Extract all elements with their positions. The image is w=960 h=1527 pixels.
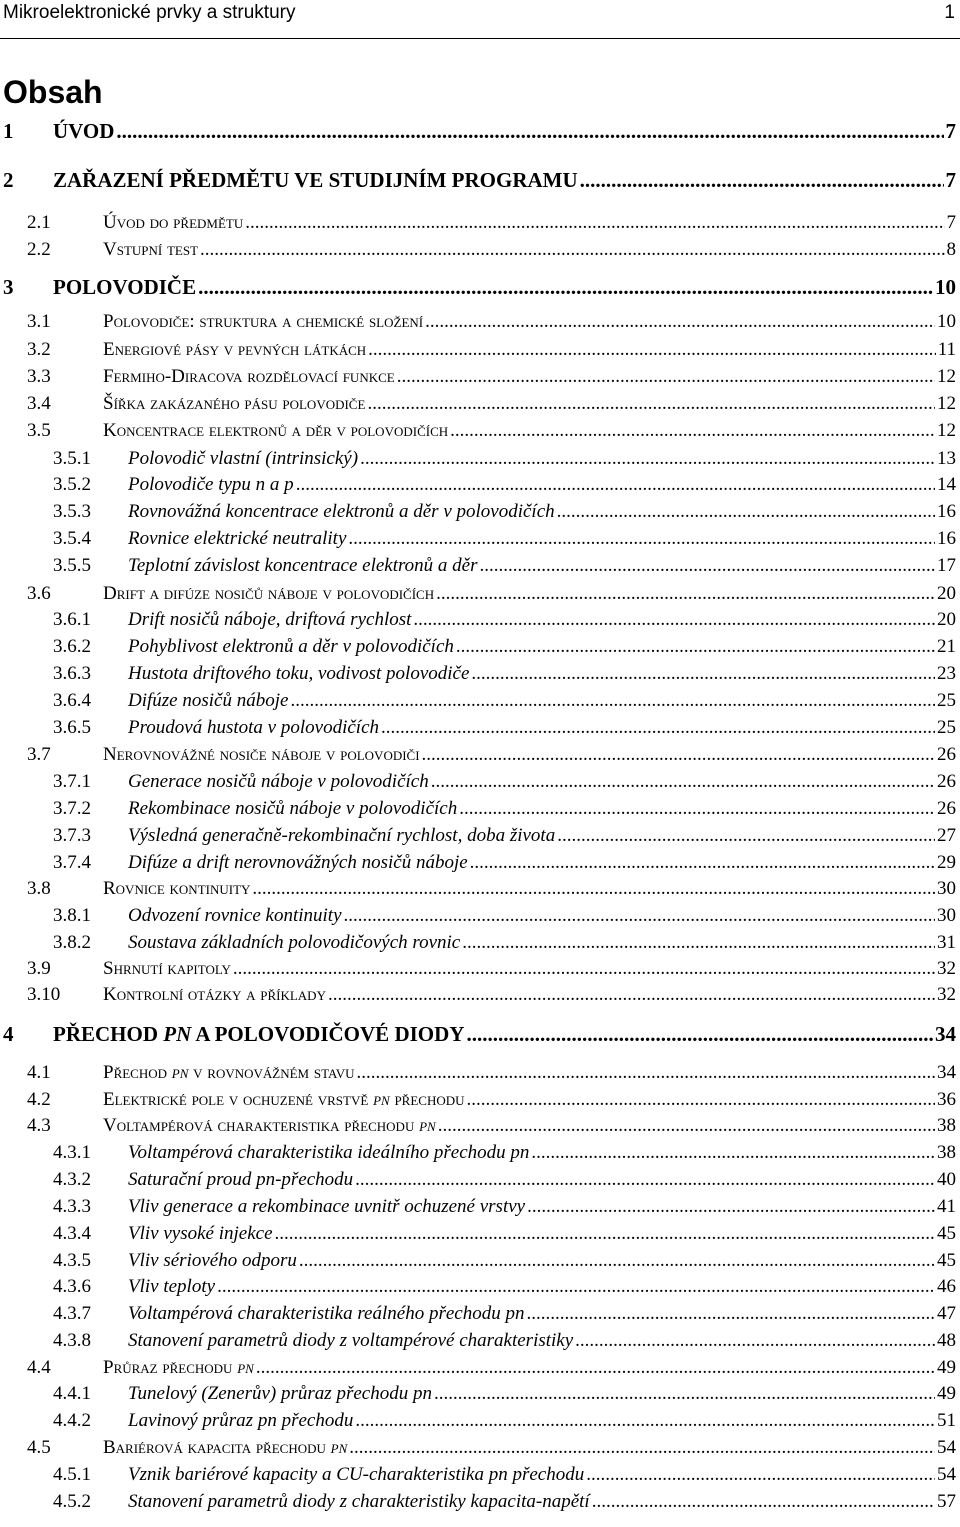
toc-entry-page: 41 <box>937 1196 956 1217</box>
toc-dot-leader <box>467 1088 935 1112</box>
toc-dot-leader <box>198 275 933 299</box>
toc-entry-title: Voltampérová charakteristika ideálního přechodu pn <box>128 1142 530 1163</box>
toc-entry-page: 47 <box>937 1303 956 1324</box>
toc-entry[interactable] <box>0 554 960 578</box>
toc-entry-number: 3.4 <box>27 393 51 414</box>
toc-entry-title: Šířka zakázaného pásu polovodiče <box>103 393 366 414</box>
toc-entry[interactable] <box>0 877 960 901</box>
toc-entry-number: 4.3.3 <box>53 1196 91 1217</box>
toc-entry-number: 3.7.3 <box>53 825 91 846</box>
toc-dot-leader <box>200 238 944 262</box>
toc-entry-number: 4 <box>3 1022 14 1046</box>
toc-entry-title: Odvození rovnice kontinuity <box>128 905 342 926</box>
toc-entry-page: 38 <box>937 1142 956 1163</box>
toc-entry-page: 32 <box>937 958 956 979</box>
toc-entry-title: Saturační proud pn-přechodu <box>128 1169 354 1190</box>
toc-entry-page: 23 <box>937 663 956 684</box>
toc-entry[interactable] <box>0 338 960 362</box>
toc-entry-title: PŘECHOD PN A POLOVODIČOVÉ DIODY <box>53 1022 465 1046</box>
toc-entry[interactable] <box>0 365 960 389</box>
toc-entry-page: 12 <box>937 366 956 387</box>
toc-entry-number: 3.6.4 <box>53 690 91 711</box>
toc-entry-number: 4.3.6 <box>53 1276 91 1297</box>
toc-entry-title: Pohyblivost elektronů a děr v polovodičích <box>128 636 454 657</box>
toc-entry-title: Přechod pn v rovnovážném stavu <box>103 1062 355 1083</box>
toc-entry-page: 8 <box>946 239 956 260</box>
document-title: Mikroelektronické prvky a struktury <box>3 2 296 23</box>
toc-entry-page: 29 <box>937 852 956 873</box>
toc-entry[interactable] <box>0 473 960 497</box>
toc-dot-leader <box>348 527 935 551</box>
toc-entry-page: 20 <box>937 609 956 630</box>
toc-entry-number: 3.5.3 <box>53 501 91 522</box>
toc-entry[interactable] <box>0 1463 960 1487</box>
toc-entry-title: Vliv sériového odporu <box>128 1250 297 1271</box>
toc-dot-leader <box>368 338 936 362</box>
toc-dot-leader <box>328 983 935 1007</box>
toc-entry-number: 3.6.2 <box>53 636 91 657</box>
toc-entry-number: 4.3.5 <box>53 1250 91 1271</box>
toc-dot-leader <box>367 392 935 416</box>
toc-entry-title: Lavinový průraz pn přechodu <box>128 1410 354 1431</box>
toc-dot-leader <box>356 1061 935 1085</box>
toc-entry[interactable] <box>0 119 960 143</box>
toc-entry[interactable] <box>0 1490 960 1514</box>
toc-entry-number: 3.5.5 <box>53 555 91 576</box>
toc-entry[interactable] <box>0 211 960 235</box>
toc-entry[interactable] <box>0 1168 960 1192</box>
toc-entry-number: 3.6.3 <box>53 663 91 684</box>
toc-entry-title: Výsledná generačně-rekombinační rychlost, doba života <box>128 825 556 846</box>
toc-entry[interactable] <box>0 1356 960 1380</box>
toc-entry-page: 31 <box>937 932 956 953</box>
toc-dot-leader <box>355 1409 935 1433</box>
toc-entry-page: 11 <box>937 339 956 360</box>
toc-entry-page: 49 <box>937 1383 956 1404</box>
toc-entry-title: Rekombinace nosičů náboje v polovodičích <box>128 798 458 819</box>
toc-entry-page: 7 <box>945 119 956 143</box>
toc-entry-number: 4.4.1 <box>53 1383 91 1404</box>
toc-entry[interactable] <box>0 608 960 632</box>
toc-entry[interactable] <box>0 983 960 1007</box>
toc-entry-title: Rovnovážná koncentrace elektronů a děr v polovodičích <box>128 501 555 522</box>
toc-entry-title: Elektrické pole v ochuzené vrstvě pn přechodu <box>103 1089 465 1110</box>
toc-entry-number: 4.1 <box>27 1062 51 1083</box>
toc-entry[interactable] <box>0 1302 960 1326</box>
toc-entry-title: Stanovení parametrů diody z charakteristiky kapacita-napětí <box>128 1491 590 1512</box>
toc-entry-title: Teplotní závislost koncentrace elektronů a děr <box>128 555 478 576</box>
toc-entry[interactable] <box>0 797 960 821</box>
toc-entry[interactable] <box>0 275 960 299</box>
toc-entry-title: Drift nosičů náboje, driftová rychlost <box>128 609 412 630</box>
toc-entry-number: 3.5 <box>27 420 51 441</box>
toc-dot-leader <box>425 310 935 334</box>
toc-entry-page: 14 <box>937 474 956 495</box>
toc-dot-leader <box>299 1249 935 1273</box>
toc-entry-page: 34 <box>935 1022 956 1046</box>
toc-entry-number: 3.7 <box>27 744 51 765</box>
toc-entry-number: 1 <box>3 119 14 143</box>
toc-entry-page: 16 <box>937 528 956 549</box>
toc-dot-leader <box>527 1195 935 1219</box>
toc-dot-leader <box>431 770 935 794</box>
toc-entry-title: Fermiho-Diracova rozdělovací funkce <box>103 366 395 387</box>
toc-dot-leader <box>575 1329 935 1353</box>
toc-entry-number: 3.7.1 <box>53 771 91 792</box>
toc-entry-title: Koncentrace elektronů a děr v polovodičích <box>103 420 449 441</box>
toc-dot-leader <box>360 447 935 471</box>
toc-entry-page: 38 <box>937 1115 956 1136</box>
toc-dot-leader <box>459 797 935 821</box>
toc-dot-leader <box>466 1022 933 1046</box>
toc-entry[interactable] <box>0 904 960 928</box>
toc-dot-leader <box>233 957 935 981</box>
toc-entry-page: 7 <box>945 168 956 192</box>
toc-entry-number: 3.6.1 <box>53 609 91 630</box>
toc-entry-page: 7 <box>946 212 956 233</box>
toc-entry[interactable] <box>0 582 960 606</box>
toc-entry[interactable] <box>0 635 960 659</box>
toc-entry-title: Voltampérová charakteristika reálného přechodu pn <box>128 1303 525 1324</box>
toc-entry-title: Proudová hustota v polovodičích <box>128 717 379 738</box>
toc-entry-page: 49 <box>937 1357 956 1378</box>
toc-entry[interactable] <box>0 310 960 334</box>
toc-dot-leader <box>349 1436 935 1460</box>
toc-entry-page: 10 <box>935 275 956 299</box>
toc-entry-number: 3.6.5 <box>53 717 91 738</box>
toc-entry-title: Difúze nosičů náboje <box>128 690 289 711</box>
toc-entry-page: 26 <box>937 744 956 765</box>
toc-dot-leader <box>296 473 935 497</box>
toc-entry-number: 4.3.7 <box>53 1303 91 1324</box>
toc-entry-title: Hustota driftového toku, vodivost polovodiče <box>128 663 470 684</box>
toc-entry-number: 4.3.1 <box>53 1142 91 1163</box>
toc-entry[interactable] <box>0 743 960 767</box>
toc-entry-title: Energiové pásy v pevných látkách <box>103 339 367 360</box>
toc-entry-title: Difúze a drift nerovnovážných nosičů náboje <box>128 852 468 873</box>
toc-entry-title: Bariérová kapacita přechodu pn <box>103 1437 348 1458</box>
toc-entry[interactable] <box>0 527 960 551</box>
toc-entry[interactable] <box>0 931 960 955</box>
toc-entry[interactable] <box>0 238 960 262</box>
toc-entry-page: 54 <box>937 1464 956 1485</box>
toc-entry-page: 34 <box>937 1062 956 1083</box>
toc-entry-number: 4.3.8 <box>53 1330 91 1351</box>
toc-entry-title: Polovodiče: struktura a chemické složení <box>103 311 424 332</box>
toc-entry-number: 3.5.1 <box>53 448 91 469</box>
toc-dot-leader <box>116 119 943 143</box>
toc-dot-leader <box>438 1114 935 1138</box>
toc-entry[interactable] <box>0 392 960 416</box>
toc-entry-number: 3.8.1 <box>53 905 91 926</box>
toc-entry-page: 45 <box>937 1250 956 1271</box>
toc-entry-page: 25 <box>937 690 956 711</box>
toc-entry-page: 46 <box>937 1276 956 1297</box>
toc-entry-title: Kontrolní otázky a příklady <box>103 984 326 1005</box>
toc-dot-leader <box>580 168 944 192</box>
toc-dot-leader <box>434 1382 935 1406</box>
toc-entry[interactable] <box>0 447 960 471</box>
toc-entry-number: 4.5.1 <box>53 1464 91 1485</box>
toc-entry-title: Rovnice kontinuity <box>103 878 251 899</box>
toc-dot-leader <box>413 608 935 632</box>
toc-entry-page: 21 <box>937 636 956 657</box>
toc-entry-number: 2.1 <box>27 212 51 233</box>
toc-dot-leader <box>355 1168 935 1192</box>
toc-entry-number: 3.7.4 <box>53 852 91 873</box>
toc-entry-title: Vznik bariérové kapacity a CU-charakteristika pn přechodu <box>128 1464 585 1485</box>
toc-entry-page: 20 <box>937 583 956 604</box>
toc-entry-number: 4.3.4 <box>53 1223 91 1244</box>
toc-entry-page: 30 <box>937 878 956 899</box>
toc-entry[interactable] <box>0 1329 960 1353</box>
toc-entry-number: 2.2 <box>27 239 51 260</box>
toc-dot-leader <box>526 1302 935 1326</box>
toc-entry[interactable] <box>0 851 960 875</box>
toc-entry-number: 4.5 <box>27 1437 51 1458</box>
toc-entry-title: Průraz přechodu pn <box>103 1357 254 1378</box>
toc-entry-title: Vliv teploty <box>128 1276 216 1297</box>
toc-entry-number: 2 <box>3 168 14 192</box>
toc-entry-page: 54 <box>937 1437 956 1458</box>
toc-entry-number: 3.6 <box>27 583 51 604</box>
toc-entry[interactable] <box>0 1436 960 1460</box>
toc-entry[interactable] <box>0 716 960 740</box>
toc-entry[interactable] <box>0 957 960 981</box>
toc-entry-title: Voltampérová charakteristika přechodu pn <box>103 1115 436 1136</box>
toc-entry[interactable] <box>0 419 960 443</box>
toc-entry-page: 12 <box>937 420 956 441</box>
toc-dot-leader <box>245 211 944 235</box>
toc-entry-page: 25 <box>937 717 956 738</box>
toc-entry[interactable] <box>0 1061 960 1085</box>
toc-entry[interactable] <box>0 1222 960 1246</box>
toc-dot-leader <box>531 1141 935 1165</box>
toc-entry[interactable] <box>0 662 960 686</box>
toc-dot-leader <box>397 365 935 389</box>
toc-dot-leader <box>471 662 935 686</box>
toc-entry-number: 4.4.2 <box>53 1410 91 1431</box>
toc-dot-leader <box>256 1356 935 1380</box>
toc-entry-number: 3.5.2 <box>53 474 91 495</box>
toc-entry[interactable] <box>0 770 960 794</box>
toc-entry-number: 4.3 <box>27 1115 51 1136</box>
toc-entry-number: 3.5.4 <box>53 528 91 549</box>
toc-entry-page: 57 <box>937 1491 956 1512</box>
toc-entry[interactable] <box>0 1195 960 1219</box>
toc-entry-page: 45 <box>937 1223 956 1244</box>
toc-dot-leader <box>470 851 935 875</box>
toc-entry[interactable] <box>0 500 960 524</box>
toc-dot-leader <box>252 877 935 901</box>
toc-entry-title: Polovodič vlastní (intrinsický) <box>128 448 359 469</box>
toc-entry-page: 26 <box>937 771 956 792</box>
toc-entry-number: 3.7.2 <box>53 798 91 819</box>
toc-entry-number: 3.9 <box>27 958 51 979</box>
toc-entry-page: 36 <box>937 1089 956 1110</box>
toc-entry-page: 16 <box>937 501 956 522</box>
toc-entry-title: ÚVOD <box>53 119 115 143</box>
toc-entry-page: 30 <box>937 905 956 926</box>
toc-entry[interactable] <box>0 1114 960 1138</box>
toc-dot-leader <box>436 582 935 606</box>
toc-entry-page: 12 <box>937 393 956 414</box>
toc-dot-leader <box>557 824 935 848</box>
toc-entry-page: 10 <box>937 311 956 332</box>
toc-entry-page: 51 <box>937 1410 956 1431</box>
toc-entry[interactable] <box>0 168 960 192</box>
toc-entry-title: Rovnice elektrické neutrality <box>128 528 347 549</box>
toc-entry-page: 40 <box>937 1169 956 1190</box>
toc-dot-leader <box>592 1490 935 1514</box>
toc-dot-leader <box>344 904 935 928</box>
toc-entry-title: Nerovnovážné nosiče náboje v polovodiči <box>103 744 420 765</box>
toc-entry-title: Stanovení parametrů diody z voltampérové charakteristiky <box>128 1330 574 1351</box>
toc-dot-leader <box>462 931 935 955</box>
toc-entry-title: Drift a difúze nosičů náboje v polovodičích <box>103 583 435 604</box>
toc-entry[interactable] <box>0 1409 960 1433</box>
toc-entry-number: 3.10 <box>27 984 61 1005</box>
toc-entry[interactable] <box>0 824 960 848</box>
toc-entry-title: Tunelový (Zenerův) průraz přechodu pn <box>128 1383 432 1404</box>
toc-entry[interactable] <box>0 1141 960 1165</box>
toc-entry[interactable] <box>0 1275 960 1299</box>
toc-heading: Obsah <box>3 74 103 110</box>
toc-entry-title: Vstupní test <box>103 239 199 260</box>
toc-dot-leader <box>422 743 935 767</box>
toc-entry-title: Shrnutí kapitoly <box>103 958 231 979</box>
toc-entry-number: 4.5.2 <box>53 1491 91 1512</box>
toc-dot-leader <box>275 1222 935 1246</box>
toc-entry-number: 3 <box>3 275 14 299</box>
toc-entry-title: Vliv vysoké injekce <box>128 1223 273 1244</box>
page-number: 1 <box>944 2 955 23</box>
toc-entry-number: 3.8.2 <box>53 932 91 953</box>
toc-entry-number: 4.3.2 <box>53 1169 91 1190</box>
toc-dot-leader <box>480 554 935 578</box>
toc-entry-number: 3.3 <box>27 366 51 387</box>
toc-entry-title: POLOVODIČE <box>53 275 197 299</box>
toc-entry-title: ZAŘAZENÍ PŘEDMĚTU VE STUDIJNÍM PROGRAMU <box>53 168 578 192</box>
toc-entry[interactable] <box>0 1022 960 1046</box>
toc-entry-title: Úvod do předmětu <box>103 212 244 233</box>
toc-dot-leader <box>450 419 935 443</box>
toc-entry-number: 3.2 <box>27 339 51 360</box>
toc-dot-leader <box>586 1463 935 1487</box>
toc-entry-title: Soustava základních polovodičových rovnic <box>128 932 461 953</box>
toc-entry-page: 32 <box>937 984 956 1005</box>
toc-entry-number: 3.1 <box>27 311 51 332</box>
toc-entry-page: 26 <box>937 798 956 819</box>
toc-dot-leader <box>456 635 935 659</box>
toc-entry-number: 4.2 <box>27 1089 51 1110</box>
toc-entry[interactable] <box>0 1249 960 1273</box>
toc-entry-page: 13 <box>937 448 956 469</box>
toc-dot-leader <box>557 500 935 524</box>
toc-entry-page: 27 <box>937 825 956 846</box>
toc-entry[interactable] <box>0 1382 960 1406</box>
toc-entry-title: Generace nosičů náboje v polovodičích <box>128 771 429 792</box>
toc-entry-page: 17 <box>937 555 956 576</box>
toc-entry-number: 3.8 <box>27 878 51 899</box>
toc-entry-page: 48 <box>937 1330 956 1351</box>
toc-entry[interactable] <box>0 1088 960 1112</box>
toc-dot-leader <box>290 689 935 713</box>
toc-entry-title: Vliv generace a rekombinace uvnitř ochuzené vrstvy <box>128 1196 526 1217</box>
toc-entry-title: Polovodiče typu n a p <box>128 474 294 495</box>
toc-entry-number: 4.4 <box>27 1357 51 1378</box>
toc-entry[interactable] <box>0 689 960 713</box>
toc-dot-leader <box>217 1275 935 1299</box>
toc-dot-leader <box>381 716 935 740</box>
